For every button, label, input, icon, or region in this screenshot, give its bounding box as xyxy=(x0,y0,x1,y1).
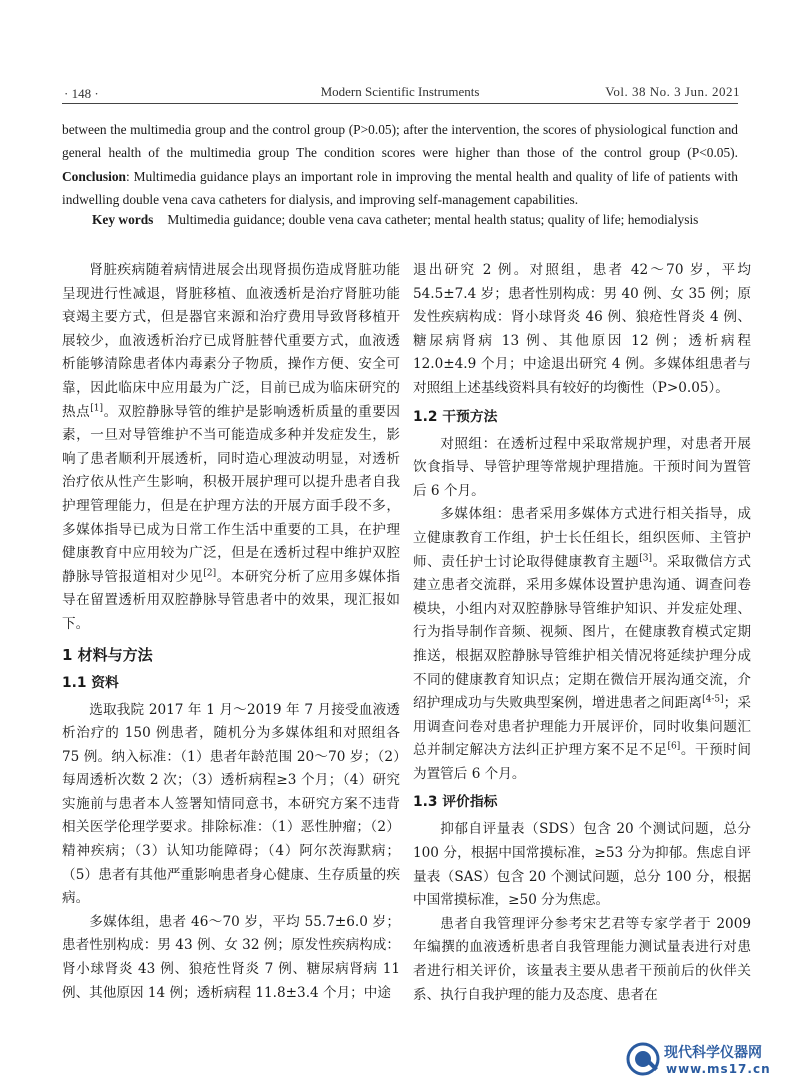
subsection-heading-indicators: 1.3 评价指标 xyxy=(413,794,498,811)
multimedia-group-paragraph: 多媒体组，患者 46～70 岁，平均 55.7±6.0 岁；患者性别构成：男 43 例、女 32 例；原发性疾病构成：肾小球肾炎 43 例、狼疮性肾炎 7 例、糖尿病肾病 11 例、其他原因 14 例；透析病程 11.8±3.4 个月；中途 xyxy=(62,913,400,1001)
citation-1: [1] xyxy=(90,403,104,414)
volume-info: Vol. 38 No. 3 Jun. 2021 xyxy=(605,84,740,99)
left-column xyxy=(62,259,400,1005)
citation-4: [4-5] xyxy=(702,694,724,705)
watermark-url: www.ms17.cn xyxy=(666,1062,771,1076)
watermark-logo-icon xyxy=(626,1042,660,1076)
abstract-continuation xyxy=(62,118,738,212)
section-heading-methods: 1 材料与方法 xyxy=(62,645,153,664)
journal-name: Modern Scientific Instruments xyxy=(320,84,480,99)
keywords-label: Key words xyxy=(92,212,154,227)
intro-paragraph: 肾脏疾病随着病情进展会出现肾损伤造成肾脏功能呈现进行性减退，肾脏移植、血液透析是治疗肾脏功能衰竭主要方式，但是器官来源和治疗费用导致肾移植开展较少，血液透析治疗已成肾脏替代重要方式，血液透析能够清除患者体内毒素分子物质，操作方便、安全可靠，因此临床中应用最为广泛，目前已成为临床研究的热点[1]。双腔静脉导管的维护是影响透析质量的重要因素，一旦对导管维护不当可能造成多种并发症发生，影响了患者顺利开展透析，同时造心理波动明显，对透析治疗依从性产生影响，积极开展护理可以提升患者自我护理管理能力，但是在护理方法的开展方面手段不多，多媒体指导已成为日常工作生活中重要的工具，在护理健康教育中应用较为广泛，但是在透析过程中维护双腔静脉导管报道相对少见[2]。本研究分析了应用多媒体指导在留置透析用双腔静脉导管患者中的效果，现汇报如下。 xyxy=(62,262,401,632)
citation-5: [6] xyxy=(667,741,681,752)
watermark-text: 现代科学仪器网 xyxy=(664,1045,762,1061)
control-group-paragraph: 退出研究 2 例。对照组，患者 42～70 岁，平均 54.5±7.4 岁；患者性别构成：男 40 例、女 35 例；原发性疾病构成：肾小球肾炎 46 例、狼疮性肾炎 4 例、糖尿病肾病 13 例、其他原因 12 例；透析病程 12.0±4.9 个月；中途退出研究 4 例。多媒体组患者与对照组上述基线资料具有较好的均衡性（P>0.05）。 xyxy=(413,262,751,396)
site-watermark xyxy=(626,1040,796,1080)
citation-2: [2] xyxy=(203,568,217,579)
multimedia-intervention-paragraph: 多媒体组：患者采用多媒体方式进行相关指导，成立健康教育工作组，护士长任组长，组织医师、主管护师、责任护士讨论取得健康教育主题[3]。采取微信方式建立患者交流群，采用多媒体设置护患沟通、调查问卷模块，小组内对双腔静脉导管维护知识、并发症处理、行为指导制作音频、视频、图片，在健康教育模式定期推送，根据双腔静脉导管维护相关情况将延续护理分成不同的健康教育知识点；定期在微信开展沟通交流，介绍护理成功与失败典型案例，增进患者之间距离[4-5]；采用调查问卷对患者护理能力开展评价，同时收集问题汇总并制定解决方法纠正护理方案不足不足[6]。干预时间为置管后 6 个月。 xyxy=(413,506,752,782)
data-paragraph: 选取我院 2017 年 1 月～2019 年 7 月接受血液透析治疗的 150 例患者，随机分为多媒体组和对照组各 75 例。纳入标准：（1）患者年龄范围 20～70 岁；（2）每周透析次数 2 次；（3）透析病程≥3 个月；（4）研究实施前与患者本人签署知情同意书，本研究方案不违背相关医学伦理学要求。排除标准：（1）恶性肿瘤；（2）精神疾病；（3）认知功能障碍；（4）阿尔茨海默病；（5）患者有其他严重影响患者身心健康、生存质量的疾病。 xyxy=(62,701,400,907)
keywords-text: Multimedia guidance; double vena cava catheter; mental health status; quality of life; hemodialysis xyxy=(167,212,699,227)
page-number: · 148 · xyxy=(64,86,99,101)
control-intervention-paragraph: 对照组：在透析过程中采取常规护理，对患者开展饮食指导、导管护理等常规护理措施。干预时间为置管后 6 个月。 xyxy=(413,435,751,499)
self-management-paragraph: 患者自我管理评分参考宋艺君等专家学者于 2009 年编撰的血液透析患者自我管理能力测试量表进行对患者进行相关评价，该量表主要从患者干预前后的伙伴关系、执行自我护理的能力及态度、患者在 xyxy=(413,915,751,1003)
right-column xyxy=(413,259,751,1007)
conclusion-label: Conclusion xyxy=(62,168,126,184)
subsection-heading-intervention: 1.2 干预方法 xyxy=(413,408,498,425)
header-rule xyxy=(62,103,738,104)
abstract-text: between the multimedia group and the control group (P>0.05); after the intervention, the scores of physiological function and general health of the multimedia group The condition scores were higher than those of the control group (P<0.05). xyxy=(62,122,738,161)
citation-3: [3] xyxy=(639,553,653,563)
keywords xyxy=(92,212,742,228)
sds-sas-paragraph: 抑郁自评量表（SDS）包含 20 个测试问题，总分 100 分，根据中国常摸标准，≥53 分为抑郁。焦虑自评量表（SAS）包含 20 个测试问题，总分 100 分，根据中国常摸标准，≥50 分为焦虑。 xyxy=(413,821,751,909)
subsection-heading-data: 1.1 资料 xyxy=(62,674,119,691)
running-header xyxy=(60,80,740,102)
conclusion-text: : Multimedia guidance plays an important role in improving the mental health and quality of life of patients with indwelling double vena cava catheters for dialysis, and improving self-management capabilities. xyxy=(62,168,738,208)
